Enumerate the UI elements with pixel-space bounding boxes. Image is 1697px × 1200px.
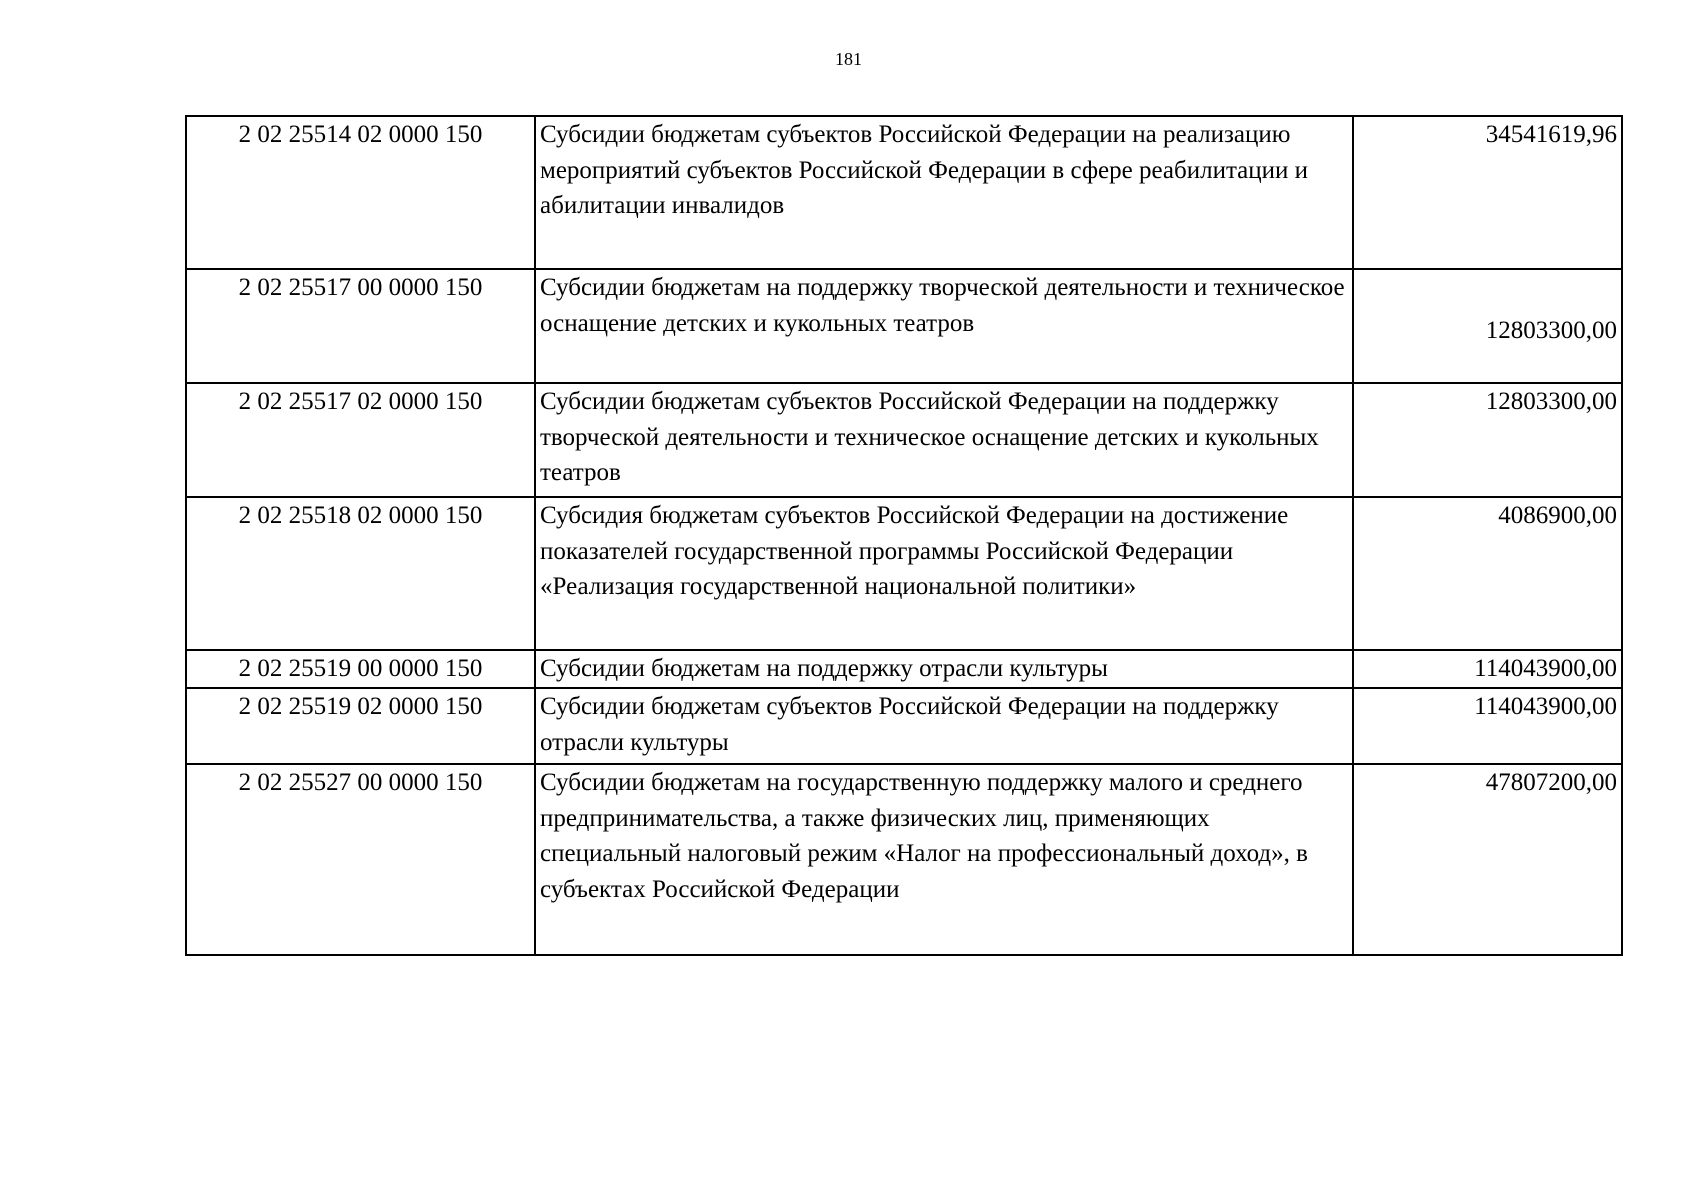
budget-code-cell: 2 02 25519 02 0000 150 [186,688,535,764]
budget-name-cell: Субсидия бюджетам субъектов Российской Федерации на достижение показателей государственной программы Российской Федерации «Реализация государственной национальной политики» [535,497,1353,650]
table-row [186,383,1622,497]
budget-amount-cell: 34541619,96 [1353,116,1622,269]
budget-code-cell: 2 02 25517 00 0000 150 [186,269,535,383]
table-row [186,650,1622,688]
budget-code-cell: 2 02 25519 00 0000 150 [186,650,535,688]
budget-amount-cell: 12803300,00 [1353,269,1622,383]
table-row [186,116,1622,269]
budget-code-cell: 2 02 25514 02 0000 150 [186,116,535,269]
budget-name-cell: Субсидии бюджетам субъектов Российской Федерации на реализацию мероприятий субъектов Российской Федерации в сфере реабилитации и абилитации инвалидов [535,116,1353,269]
budget-name-cell: Субсидии бюджетам на поддержку творческой деятельности и техническое оснащение детских и кукольных театров [535,269,1353,383]
table-row [186,764,1622,955]
budget-amount-cell: 47807200,00 [1353,764,1622,955]
budget-name-cell: Субсидии бюджетам на поддержку отрасли культуры [535,650,1353,688]
budget-code-cell: 2 02 25518 02 0000 150 [186,497,535,650]
budget-amount-cell: 114043900,00 [1353,650,1622,688]
table-row [186,688,1622,764]
budget-name-cell: Субсидии бюджетам субъектов Российской Федерации на поддержку отрасли культуры [535,688,1353,764]
page-number: 181 [835,49,862,69]
budget-amount-cell: 12803300,00 [1353,383,1622,497]
budget-name-cell: Субсидии бюджетам субъектов Российской Федерации на поддержку творческой деятельности и техническое оснащение детских и кукольных театров [535,383,1353,497]
budget-code-cell: 2 02 25527 00 0000 150 [186,764,535,955]
budget-amount-cell: 4086900,00 [1353,497,1622,650]
budget-table [185,115,1623,956]
table-row [186,497,1622,650]
budget-amount-cell: 114043900,00 [1353,688,1622,764]
table-row [186,269,1622,383]
budget-code-cell: 2 02 25517 02 0000 150 [186,383,535,497]
budget-name-cell: Субсидии бюджетам на государственную поддержку малого и среднего предпринимательства, а также физических лиц, применяющих специальный налоговый режим «Налог на профессиональный доход», в субъектах Российской Федерации [535,764,1353,955]
